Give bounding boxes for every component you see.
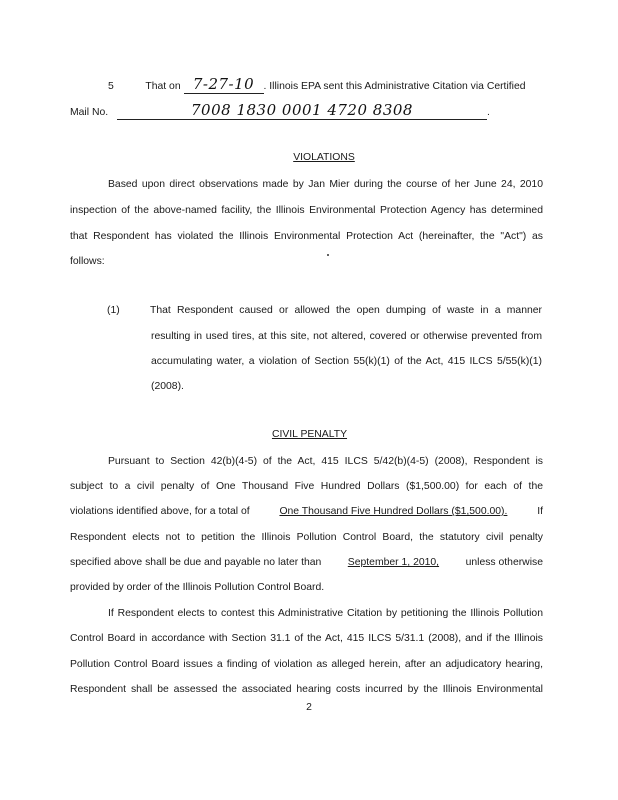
penalty-line-5	[70, 557, 543, 568]
penalty-line-3-pre: violations identified above, for a total of	[70, 506, 250, 517]
contest-line-2: Control Board in accordance with Section 31.1 of the Act, 415 ILCS 5/31.1 (2008), and if the Illinois	[70, 633, 543, 644]
penalty-line-1: Pursuant to Section 42(b)(4-5) of the Act, 415 ILCS 5/42(b)(4-5) (2008), Respondent is	[108, 456, 543, 467]
violation-item-number: (1)	[107, 305, 120, 316]
penalty-line-5-pre: specified above shall be due and payable no later than	[70, 557, 322, 568]
penalty-line-3	[70, 506, 543, 517]
violations-line-4: follows:	[70, 256, 105, 267]
contest-line-3: Pollution Control Board issues a finding of violation as alleged herein, after an adjudicatory hearing,	[70, 659, 543, 670]
penalty-line-2: subject to a civil penalty of One Thousand Five Hundred Dollars ($1,500.00) for each of the	[70, 481, 543, 492]
handwritten-date: 7-27-10	[192, 75, 255, 93]
violations-heading: VIOLATIONS	[293, 152, 355, 163]
page-number: 2	[306, 702, 312, 713]
mail-label: Mail No.	[70, 107, 109, 118]
item5-line2	[70, 101, 490, 120]
penalty-line-3-post: If	[537, 506, 543, 517]
violations-line-3: that Respondent has violated the Illinois Environmental Protection Act (hereinafter, the "Act") as	[70, 231, 543, 242]
penalty-line-5-post: unless otherwise	[465, 557, 543, 568]
penalty-total-amount: One Thousand Five Hundred Dollars ($1,500.00).	[279, 506, 508, 517]
stray-mark	[327, 254, 329, 256]
mail-end: .	[487, 107, 490, 118]
item5-number: 5	[108, 81, 114, 92]
violation-item-line-2: resulting in used tires, at this site, not altered, covered or otherwise prevented from	[151, 331, 542, 342]
item5-suffix: . Illinois EPA sent this Administrative Citation via Certified	[263, 81, 526, 92]
violations-line-2: inspection of the above-named facility, the Illinois Environmental Protection Agency has determined	[70, 205, 543, 216]
payment-due-date: September 1, 2010,	[347, 557, 440, 568]
violation-item-line-3: accumulating water, a violation of Section 55(k)(1) of the Act, 415 ILCS 5/55(k)(1)	[151, 356, 542, 367]
contest-line-1: If Respondent elects to contest this Administrative Citation by petitioning the Illinois Pollution	[108, 608, 543, 619]
civil-penalty-heading: CIVIL PENALTY	[271, 429, 348, 440]
item5-line1	[108, 75, 544, 94]
violation-item-line-4: (2008).	[151, 381, 184, 392]
handwritten-mail-number: 7008 1830 0001 4720 8308	[191, 101, 413, 119]
violation-item-line-1: That Respondent caused or allowed the open dumping of waste in a manner	[150, 305, 542, 316]
violations-line-1: Based upon direct observations made by Jan Mier during the course of her June 24, 2010	[108, 179, 543, 190]
mail-number-blank	[117, 101, 487, 120]
date-blank	[184, 75, 264, 94]
item5-prefix: That on	[145, 81, 181, 92]
penalty-line-6: provided by order of the Illinois Pollution Control Board.	[70, 582, 325, 593]
contest-line-4: Respondent shall be assessed the associated hearing costs incurred by the Illinois Environmental	[70, 684, 543, 695]
penalty-line-4: Respondent elects not to petition the Illinois Pollution Control Board, the statutory civil penalty	[70, 532, 543, 543]
